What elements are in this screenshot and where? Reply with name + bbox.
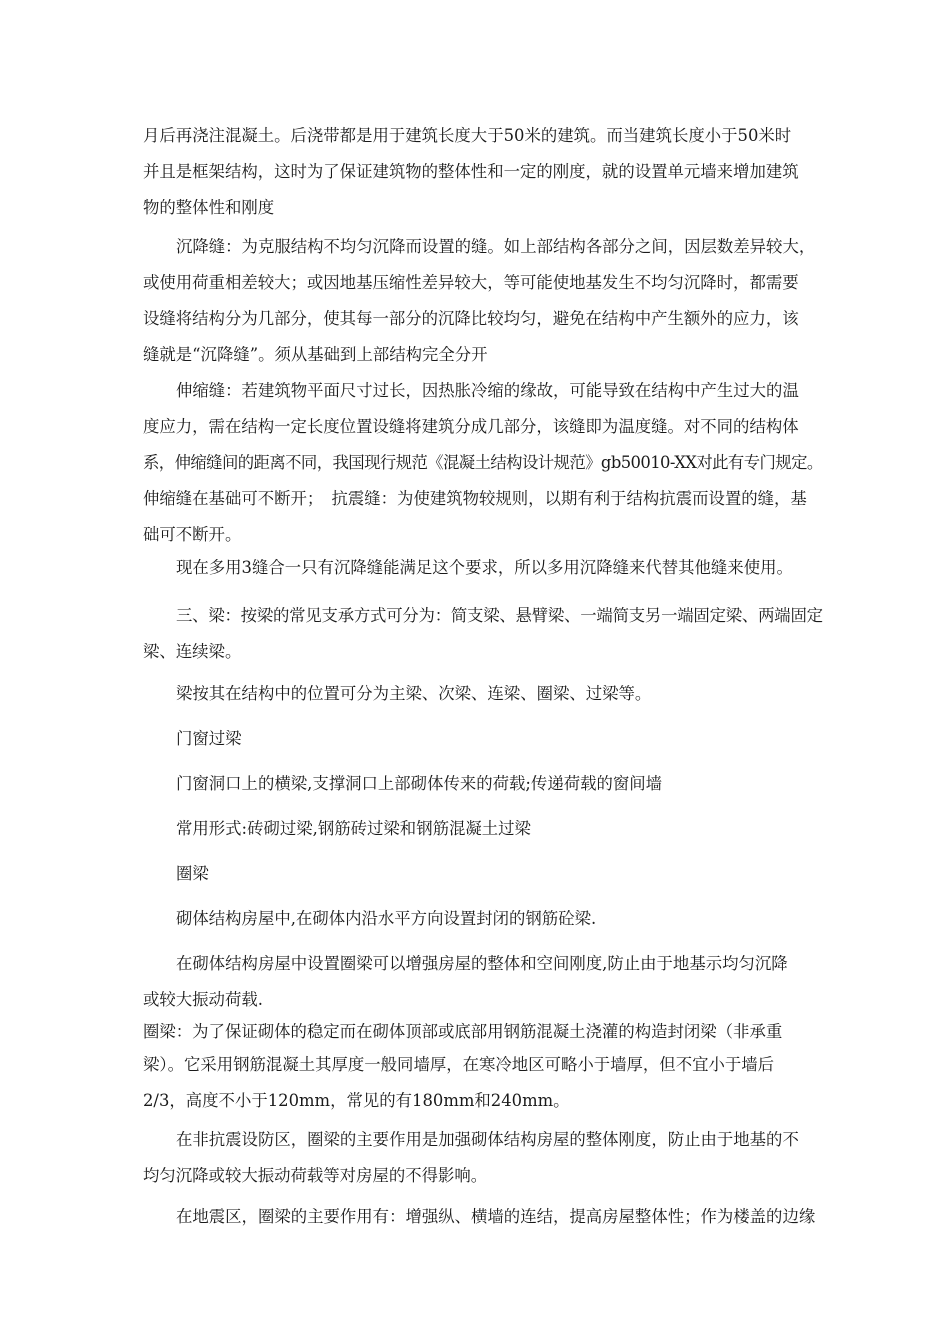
text-line: 在非抗震设防区，圈梁的主要作用是加强砌体结构房屋的整体刚度，防止由于地基的不 — [176, 1130, 799, 1149]
text-line: 门窗洞口上的横梁,支撑洞口上部砌体传来的荷载;传递荷载的窗间墙 — [176, 774, 663, 793]
text-line: 圈梁：为了保证砌体的稳定而在砌体顶部或底部用钢筋混凝土浇灌的构造封闭梁（非承重 — [143, 1022, 783, 1041]
heading-lintel — [143, 721, 823, 757]
text-line: 或使用荷重相差较大；或因地基压缩性差异较大，等可能使地基发生不均匀沉降时，都需要 — [143, 273, 799, 292]
text-line: 沉降缝：为克服结构不均匀沉降而设置的缝。如上部结构各部分之间，因层数差异较大， — [176, 237, 816, 256]
text-line: 伸缩缝在基础可不断开； 抗震缝：为使建筑物较规则，以期有利于结构抗震而设置的缝，基 — [143, 489, 807, 508]
paragraph-lintel-forms — [143, 811, 823, 847]
paragraph-lintel-definition — [143, 766, 823, 802]
paragraph-ring-beam-purpose — [143, 946, 823, 1018]
paragraph-non-seismic-zone — [143, 1122, 823, 1194]
text-line: 三、梁：按梁的常见支承方式可分为：简支梁、悬臂梁、一端简支另一端固定梁、两端固定 — [176, 606, 823, 625]
text-line: 或较大振动荷载. — [143, 990, 263, 1009]
text-line: 门窗过梁 — [176, 729, 242, 748]
text-line: 均匀沉降或较大振动荷载等对房屋的不得影响。 — [143, 1166, 488, 1185]
text-line: 系，伸缩缝间的距离不同，我国现行规范《混凝土结构设计规范》gb50010-XX对此有专门规定。 — [143, 453, 823, 472]
text-line: 础可不断开。 — [143, 525, 242, 544]
text-line: 梁按其在结构中的位置可分为主梁、次梁、连梁、圈梁、过梁等。 — [176, 684, 652, 703]
text-line: 设缝将结构分为几部分，使其每一部分的沉降比较均匀，避免在结构中产生额外的应力，该 — [143, 309, 799, 328]
text-line: 梁）。它采用钢筋混凝土其厚度一般同墙厚，在寒冷地区可略小于墙厚，但不宜小于墙后 — [143, 1055, 775, 1074]
text-line: 并且是框架结构，这时为了保证建筑物的整体性和一定的刚度，就的设置单元墙来增加建筑 — [143, 162, 799, 181]
text-line: 砌体结构房屋中,在砌体内沿水平方向设置封闭的钢筋砼梁. — [176, 909, 597, 928]
paragraph-three-in-one-joint — [143, 550, 823, 586]
paragraph-ring-beam-definition — [143, 901, 823, 937]
text-line: 度应力，需在结构一定长度位置设缝将建筑分成几部分，该缝即为温度缝。对不同的结构体 — [143, 417, 799, 436]
text-line: 2/3，高度不小于120mm，常见的有180mm和240mm。 — [143, 1091, 570, 1110]
paragraph-ring-beam-details — [143, 1017, 823, 1119]
paragraph-beam-support-types — [143, 598, 823, 670]
text-line: 在地震区，圈梁的主要作用有：增强纵、横墙的连结，提高房屋整体性；作为楼盖的边缘 — [176, 1207, 816, 1226]
paragraph-beam-position-types — [143, 676, 823, 712]
text-line: 伸缩缝：若建筑物平面尺寸过长，因热胀冷缩的缘故，可能导致在结构中产生过大的温 — [176, 381, 799, 400]
text-line: 常用形式:砖砌过梁,钢筋砖过梁和钢筋混凝土过梁 — [176, 819, 531, 838]
text-line: 月后再浇注混凝土。后浇带都是用于建筑长度大于50米的建筑。而当建筑长度小于50米时 — [143, 126, 792, 145]
text-line: 圈梁 — [176, 864, 209, 883]
paragraph-settlement-joint — [143, 229, 823, 373]
paragraph-expansion-joint — [143, 373, 823, 553]
text-line: 缝就是“沉降缝”。须从基础到上部结构完全分开 — [143, 345, 488, 364]
text-line: 梁、连续梁。 — [143, 642, 242, 661]
text-line: 现在多用3缝合一只有沉降缝能满足这个要求，所以多用沉降缝来代替其他缝来使用。 — [176, 558, 793, 577]
paragraph-post-pour-strip — [143, 118, 823, 226]
text-line: 物的整体性和刚度 — [143, 198, 275, 217]
heading-ring-beam — [143, 856, 823, 892]
text-line: 在砌体结构房屋中设置圈梁可以增强房屋的整体和空间刚度,防止由于地基示均匀沉降 — [176, 954, 788, 973]
paragraph-seismic-zone — [143, 1199, 823, 1235]
